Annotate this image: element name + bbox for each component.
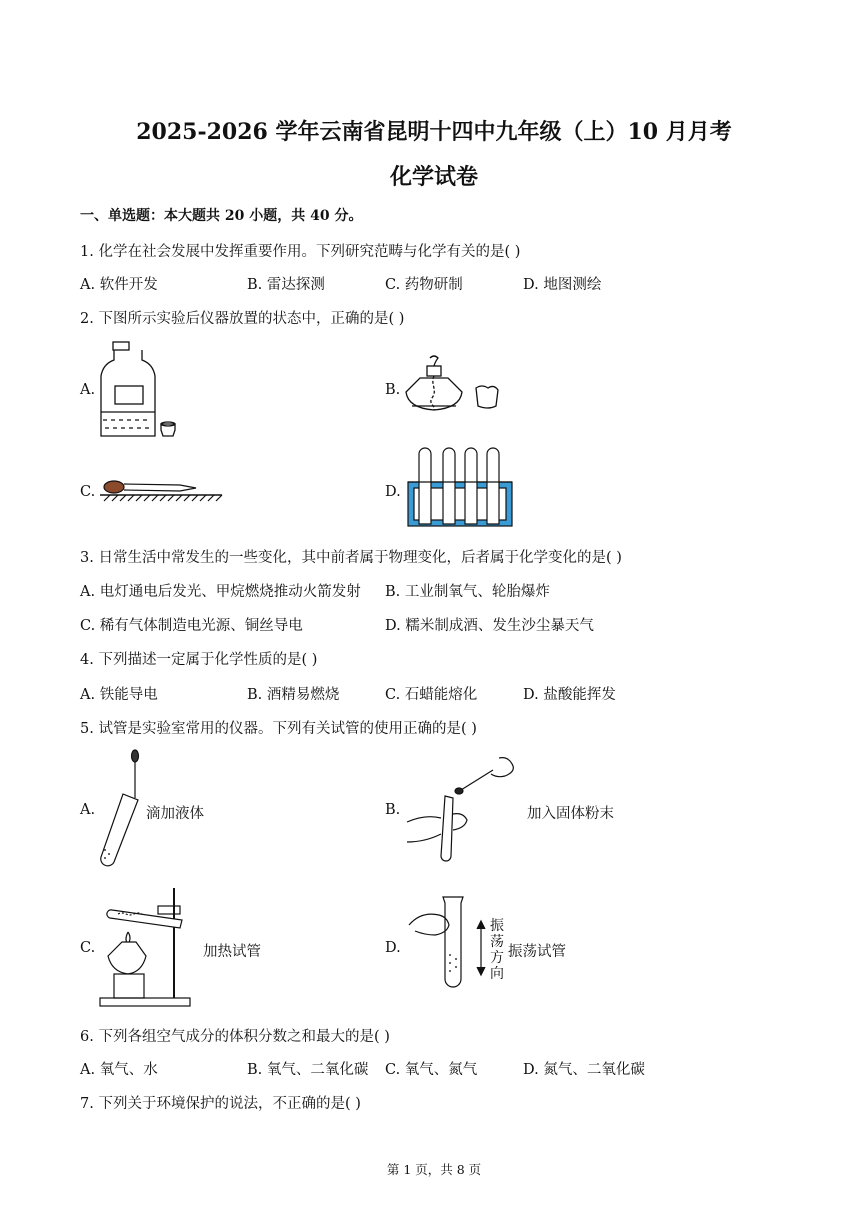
q5-d-label: 振荡试管 xyxy=(508,944,566,960)
q4-option-b: B. 酒精易燃烧 xyxy=(247,687,340,703)
shaking-test-tube-figure xyxy=(405,895,495,990)
q6-option-d: D. 氮气、二氧化碳 xyxy=(523,1062,645,1078)
question-2-stem: 2. 下图所示实验后仪器放置的状态中，正确的是( ) xyxy=(80,311,405,327)
q1-option-b: B. 雷达探测 xyxy=(247,277,325,293)
q3-option-c: C. 稀有气体制造电光源、铜丝导电 xyxy=(80,618,303,634)
question-6-stem: 6. 下列各组空气成分的体积分数之和最大的是( ) xyxy=(80,1029,390,1045)
q5-c-label: 加热试管 xyxy=(203,944,261,960)
q5-option-d: D. xyxy=(385,940,401,956)
q6-option-c: C. 氧气、氮气 xyxy=(385,1062,478,1078)
q4-option-c: C. 石蜡能熔化 xyxy=(385,687,478,703)
q5-a-label: 滴加液体 xyxy=(146,806,204,822)
q3-option-a: A. 电灯通电后发光、甲烷燃烧推动火箭发射 xyxy=(80,584,361,600)
q6-option-b: B. 氧气、二氧化碳 xyxy=(247,1062,369,1078)
q1-option-a: A. 软件开发 xyxy=(80,277,158,293)
q2-option-b: B. xyxy=(385,382,401,398)
question-5-stem: 5. 试管是实验室常用的仪器。下列有关试管的使用正确的是( ) xyxy=(80,721,477,737)
dropper-on-table-figure xyxy=(100,475,225,505)
alcohol-lamp-figure xyxy=(400,352,510,417)
q1-option-d: D. 地图测绘 xyxy=(523,277,602,293)
q5-option-b: B. xyxy=(385,802,401,818)
q4-option-d: D. 盐酸能挥发 xyxy=(523,687,616,703)
page-title-line1: 2025-2026 学年云南省昆明十四中九年级（上）10 月月考 xyxy=(136,119,732,145)
q5-b-label: 加入固体粉末 xyxy=(527,806,614,822)
q3-option-b: B. 工业制氧气、轮胎爆炸 xyxy=(385,584,550,600)
heating-test-tube-figure xyxy=(98,880,198,1010)
page-footer: 第 1 页，共 8 页 xyxy=(386,1162,482,1177)
q5-option-c: C. xyxy=(80,940,96,956)
q5-option-a: A. xyxy=(80,802,96,818)
reagent-bottle-figure xyxy=(95,340,195,440)
q4-option-a: A. 铁能导电 xyxy=(80,687,158,703)
q6-option-a: A. 氧气、水 xyxy=(80,1062,158,1078)
dropping-liquid-figure xyxy=(98,750,143,875)
q1-option-c: C. 药物研制 xyxy=(385,277,463,293)
section-heading: 一、单选题：本大题共 20 小题，共 40 分。 xyxy=(80,208,363,224)
question-4-stem: 4. 下列描述一定属于化学性质的是( ) xyxy=(80,652,318,668)
shake-direction-label: 振荡方向 xyxy=(490,918,504,982)
q2-option-d: D. xyxy=(385,484,401,500)
page-title-line2: 化学试卷 xyxy=(389,164,478,190)
question-1-stem: 1. 化学在社会发展中发挥重要作用。下列研究范畴与化学有关的是( ) xyxy=(80,244,521,260)
adding-powder-figure xyxy=(405,752,530,864)
q3-option-d: D. 糯米制成酒、发生沙尘暴天气 xyxy=(385,618,594,634)
question-3-stem: 3. 日常生活中常发生的一些变化，其中前者属于物理变化，后者属于化学变化的是( ) xyxy=(80,550,622,566)
q2-option-a: A. xyxy=(80,382,96,398)
question-7-stem: 7. 下列关于环境保护的说法，不正确的是( ) xyxy=(80,1096,361,1112)
q2-option-c: C. xyxy=(80,484,96,500)
test-tube-rack-figure xyxy=(405,450,515,530)
